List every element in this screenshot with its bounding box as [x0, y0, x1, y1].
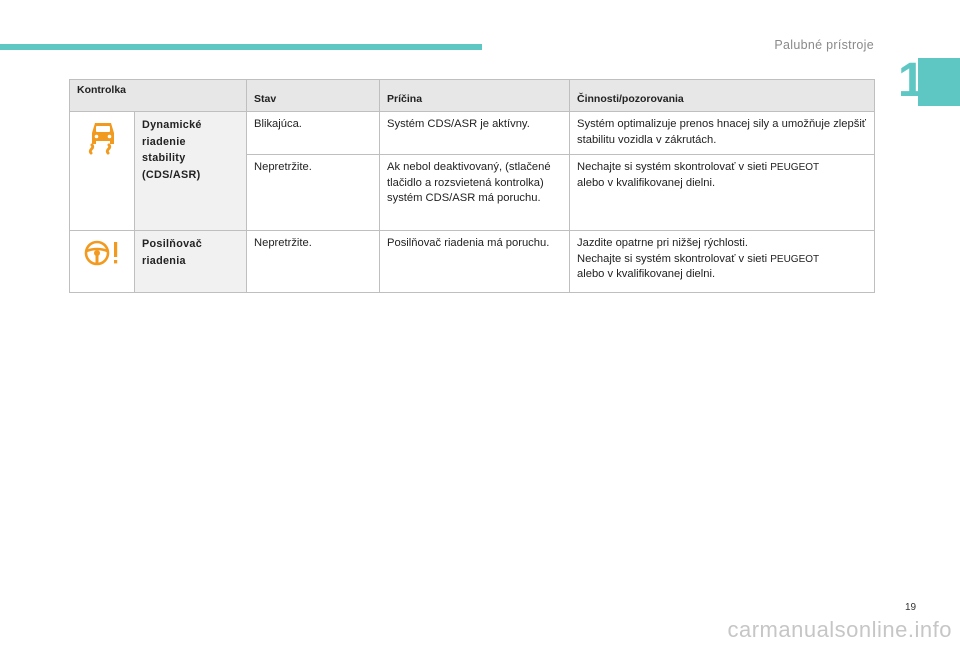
- stability-control-icon: [86, 119, 120, 155]
- chapter-tab: [898, 54, 960, 107]
- column-header-cause: Príčina: [380, 80, 570, 112]
- table-header-row: [70, 80, 875, 112]
- section-title: Palubné prístroje: [774, 38, 874, 52]
- cause-cell: Posilňovač riadenia má poruchu.: [380, 231, 570, 293]
- brand-name: PEUGEOT: [770, 162, 820, 173]
- action-text: Nechajte si systém skontrolovať v sieti: [577, 161, 771, 173]
- state-cell: Nepretržite.: [247, 231, 380, 293]
- cause-cell: Systém CDS/ASR je aktívny.: [380, 112, 570, 155]
- table-row: [70, 231, 875, 293]
- cause-cell: Ak nebol deaktivovaný, (stlačené tlačidlo a rozsvietená kontrolka) systém CDS/ASR má poruchu.: [380, 155, 570, 231]
- table-row: [70, 112, 875, 155]
- action-cell: Systém optimalizuje prenos hnacej sily a umožňuje zlepšiť stabilitu vozidla v zákrutách.: [570, 112, 875, 155]
- action-cell: [570, 231, 875, 293]
- page-number: 19: [905, 602, 917, 613]
- action-text: alebo v kvalifikovanej dielni.: [577, 268, 716, 280]
- warning-lights-table: [69, 79, 875, 293]
- warning-name: Dynamické riadenie stability (CDS/ASR): [135, 112, 247, 231]
- warning-name: Posilňovač riadenia: [135, 231, 247, 293]
- icon-cell: [70, 231, 135, 293]
- action-text: Jazdite opatrne pri nižšej rýchlosti.: [577, 237, 749, 249]
- column-header-state: Stav: [247, 80, 380, 112]
- action-text: alebo v kvalifikovanej dielni.: [577, 176, 716, 189]
- action-cell: [570, 155, 875, 231]
- power-steering-warning-icon: [83, 238, 123, 268]
- chapter-number: 1: [898, 54, 925, 107]
- icon-cell: [70, 112, 135, 231]
- column-header-warning-light: Kontrolka: [70, 80, 247, 112]
- state-cell: Blikajúca.: [247, 112, 380, 155]
- brand-name: PEUGEOT: [770, 253, 820, 265]
- column-header-actions: Činnosti/pozorovania: [570, 80, 875, 112]
- action-text: Nechajte si systém skontrolovať v sieti: [577, 252, 771, 265]
- state-cell: Nepretržite.: [247, 155, 380, 231]
- header-accent-bar: [0, 44, 482, 50]
- watermark: carmanualsonline.info: [727, 617, 952, 642]
